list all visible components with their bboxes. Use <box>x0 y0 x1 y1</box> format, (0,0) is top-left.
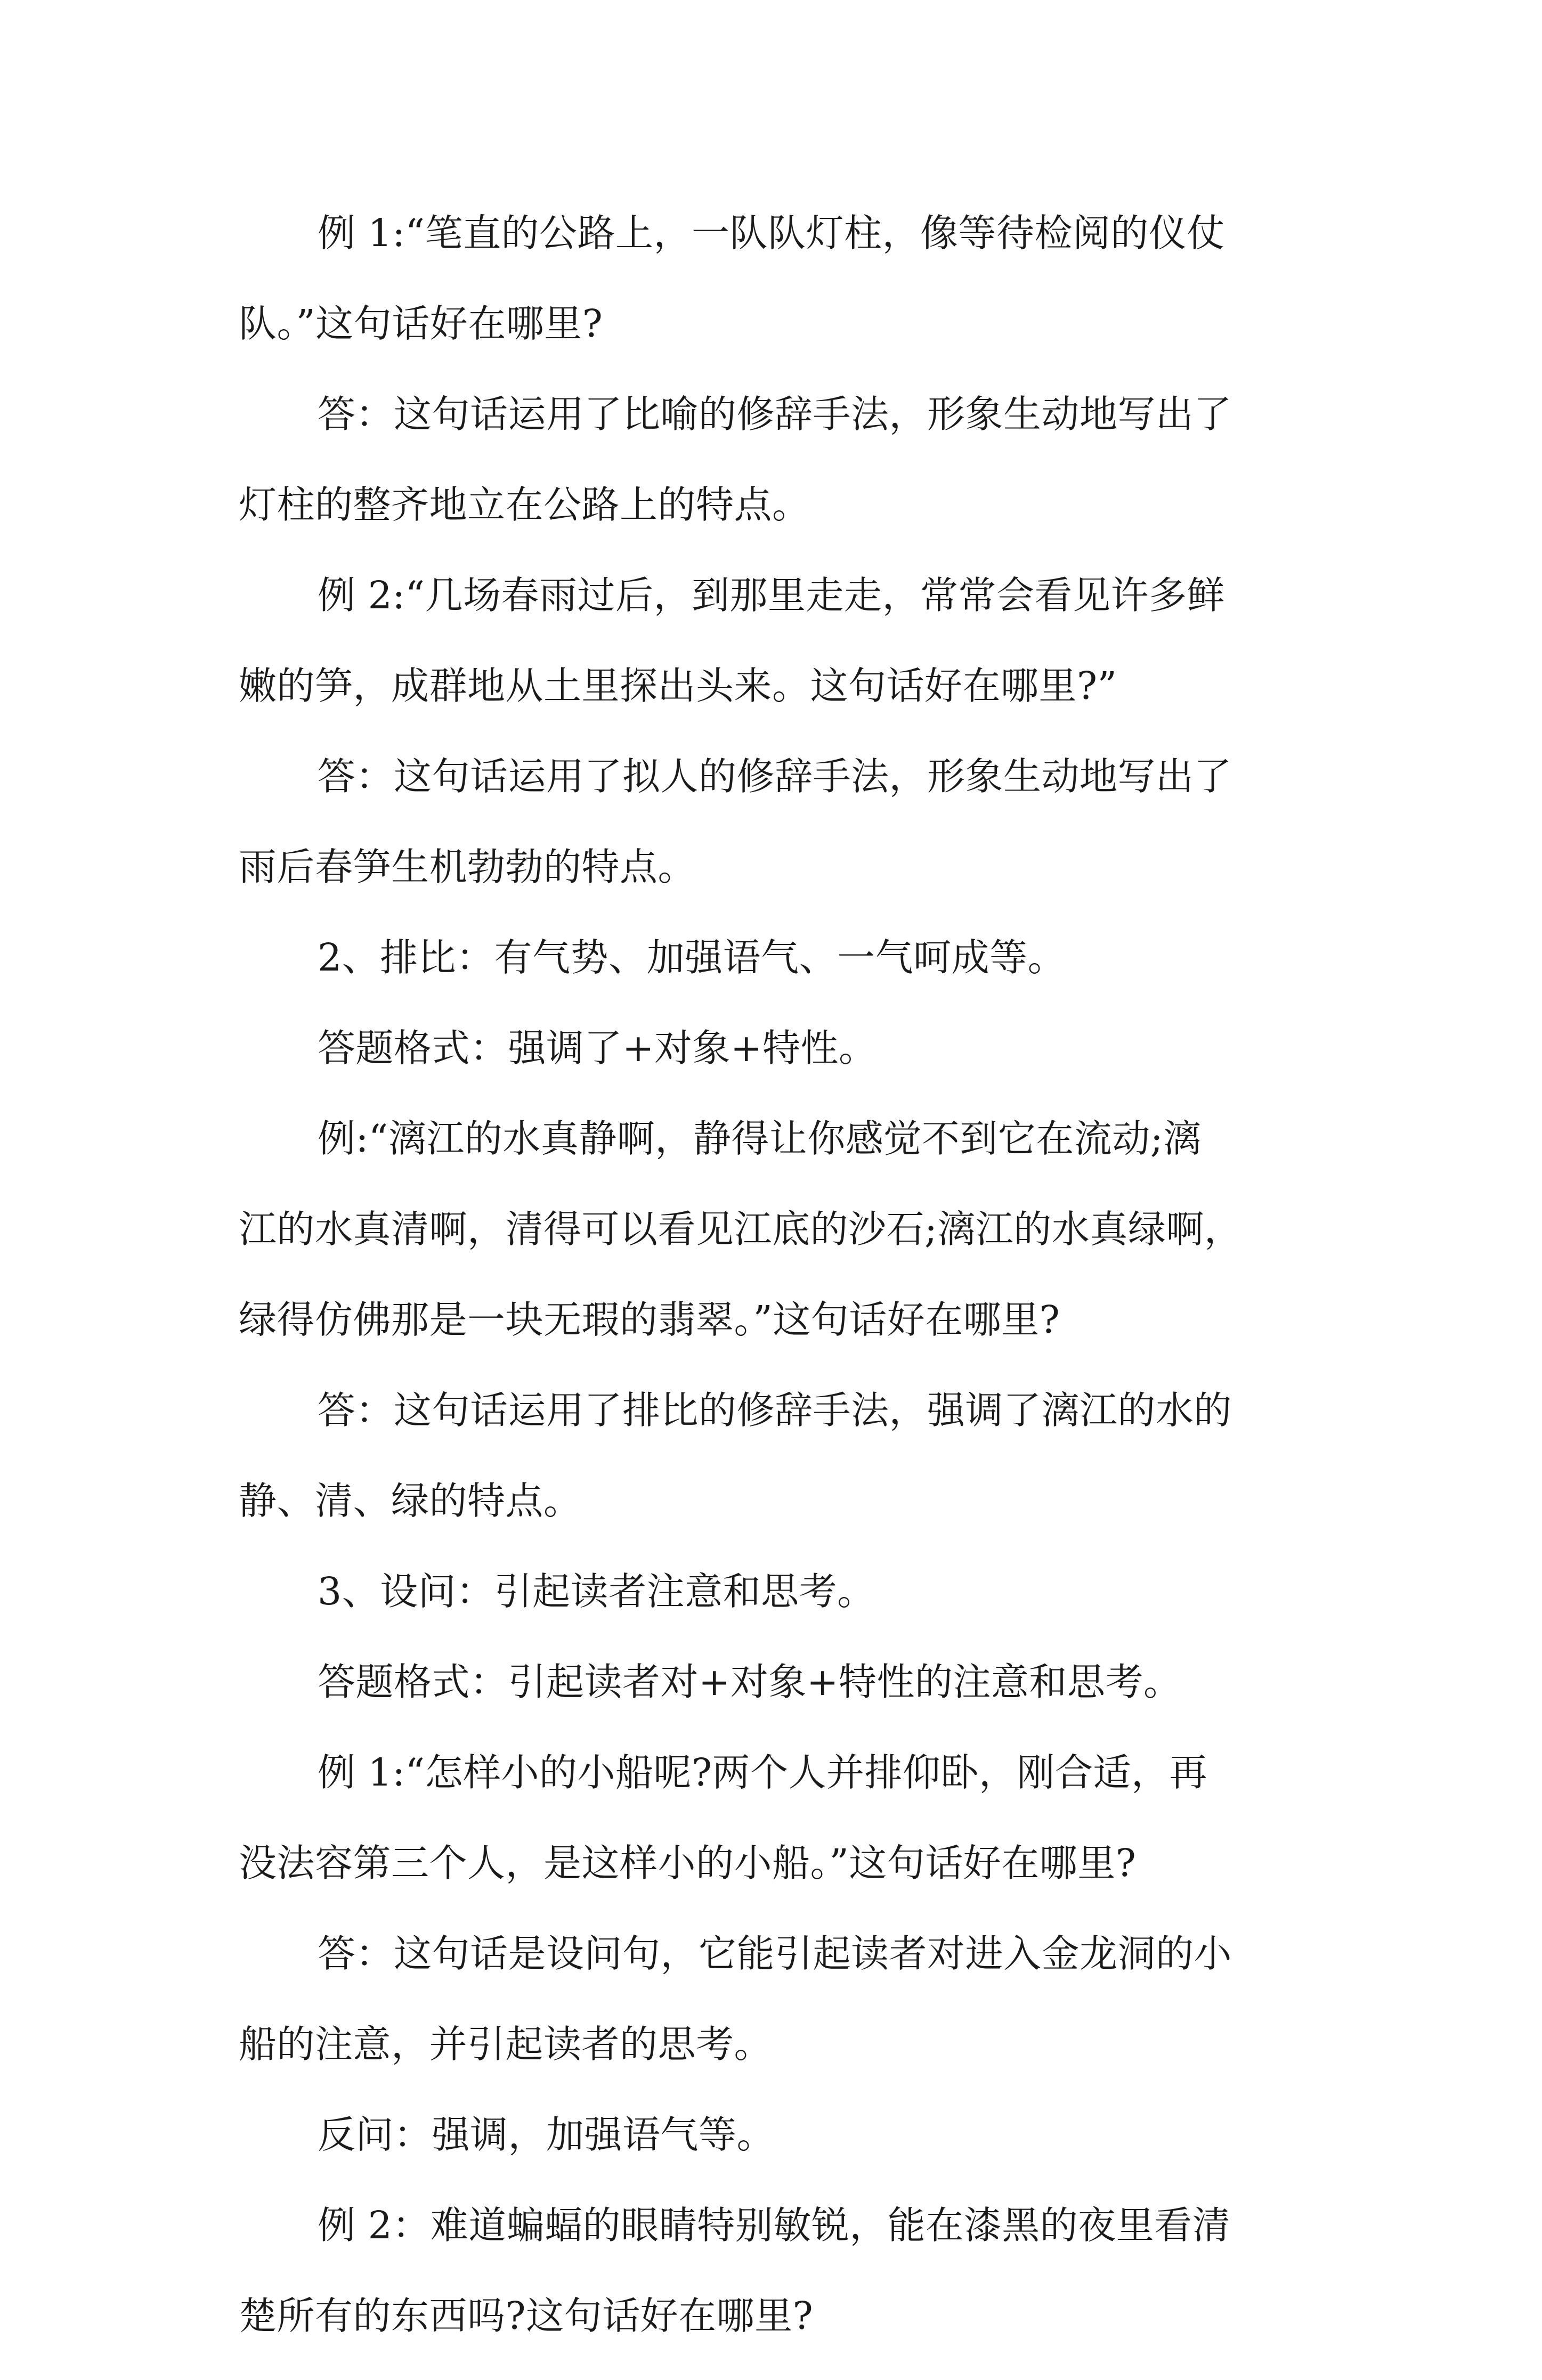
paragraph-line: 答题格式：引起读者对+对象+特性的注意和思考。 <box>318 1660 1182 1704</box>
paragraph-line: 答：这句话是设问句，它能引起读者对进入金龙洞的小 <box>318 1931 1232 1976</box>
paragraph-line: 船的注意，并引起读者的思考。 <box>239 2022 773 2066</box>
paragraph-line: 例:“漓江的水真静啊，静得让你感觉不到它在流动;漓 <box>318 1116 1202 1161</box>
paragraph-line: 答：这句话运用了拟人的修辞手法，形象生动地写出了 <box>318 754 1232 798</box>
paragraph-line: 队。”这句话好在哪里? <box>239 301 603 346</box>
paragraph-line: 江的水真清啊，清得可以看见江底的沙石;漓江的水真绿啊， <box>239 1207 1243 1251</box>
paragraph-line: 例 2:“几场春雨过后，到那里走走，常常会看见许多鲜 <box>318 573 1225 617</box>
section-heading: 反问：强调，加强语气等。 <box>318 2113 775 2157</box>
section-heading: 2、排比：有气势、加强语气、一气呵成等。 <box>318 935 1066 980</box>
paragraph-line: 绿得仿佛那是一块无瑕的翡翠。”这句话好在哪里? <box>239 1298 1060 1342</box>
paragraph-line: 答：这句话运用了比喻的修辞手法，形象生动地写出了 <box>318 392 1232 436</box>
paragraph-line: 嫩的笋，成群地从土里探出头来。这句话好在哪里?” <box>239 664 1117 708</box>
section-heading: 3、设问：引起读者注意和思考。 <box>318 1569 875 1613</box>
paragraph-line: 答题格式：强调了+对象+特性。 <box>318 1026 877 1070</box>
paragraph-line: 雨后春笋生机勃勃的特点。 <box>239 845 696 889</box>
paragraph-line: 楚所有的东西吗?这句话好在哪里? <box>239 2294 814 2338</box>
paragraph-line: 例 1:“笔直的公路上，一队队灯柱，像等待检阅的仪仗 <box>318 211 1225 255</box>
paragraph-line: 例 1:“怎样小的小船呢?两个人并排仰卧，刚合适，再 <box>318 1750 1208 1795</box>
paragraph-line: 例 2：难道蝙蝠的眼睛特别敏锐，能在漆黑的夜里看清 <box>318 2203 1231 2247</box>
paragraph-line: 灯柱的整齐地立在公路上的特点。 <box>239 483 810 527</box>
document-body <box>239 207 1314 2380</box>
paragraph-line: 静、清、绿的特点。 <box>239 1479 582 1523</box>
paragraph-line: 没法容第三个人，是这样小的小船。”这句话好在哪里? <box>239 1841 1137 1885</box>
paragraph-line: 答：这句话运用了排比的修辞手法，强调了漓江的水的 <box>318 1388 1232 1432</box>
